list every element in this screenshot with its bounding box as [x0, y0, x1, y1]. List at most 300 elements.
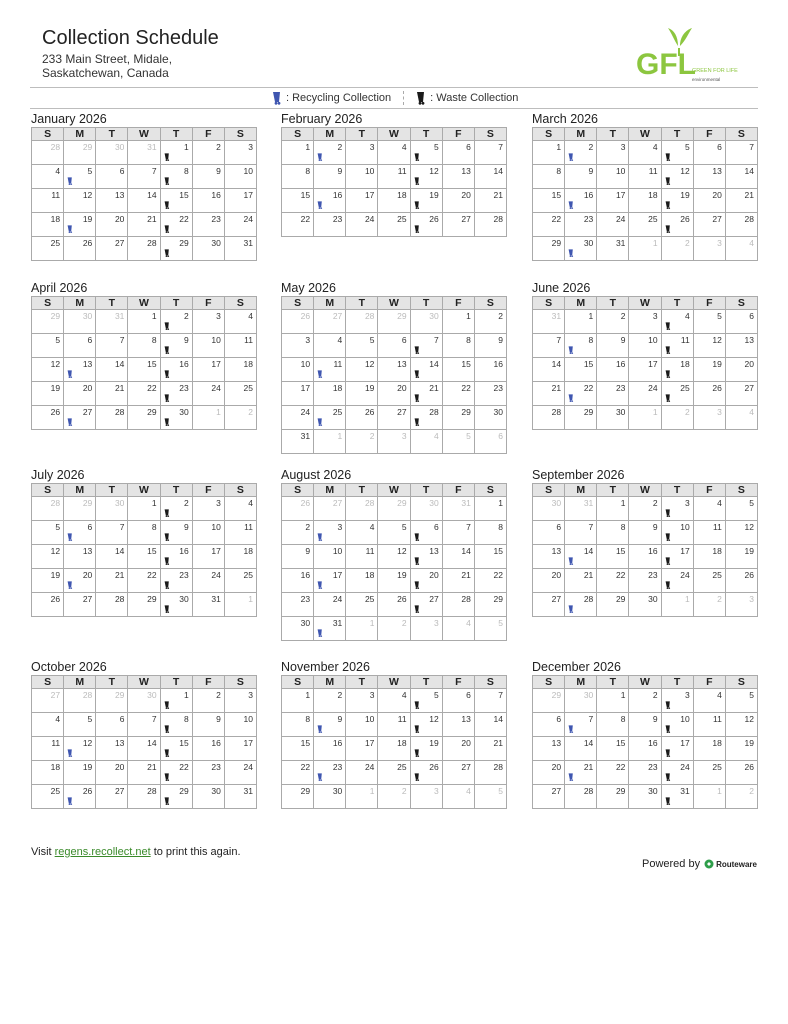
week-row [533, 545, 758, 569]
day-cell [64, 785, 96, 809]
day-cell [224, 141, 256, 165]
week-row [282, 430, 507, 454]
day-cell [725, 237, 757, 261]
day-cell [346, 761, 378, 785]
day-cell [160, 713, 192, 737]
weekday-header: M [314, 128, 346, 141]
weekday-header: F [693, 128, 725, 141]
day-number: 23 [332, 762, 343, 772]
day-cell [314, 569, 346, 593]
month-title: October 2026 [31, 660, 107, 674]
day-number: 2 [652, 498, 658, 508]
day-cell [32, 189, 64, 213]
day-cell [629, 310, 661, 334]
day-number: 13 [461, 166, 471, 176]
day-cell [96, 334, 128, 358]
day-cell [565, 593, 597, 617]
day-cell [128, 141, 160, 165]
day-number: 23 [493, 383, 503, 393]
day-cell [192, 382, 224, 406]
day-number: 7 [498, 690, 503, 700]
day-cell [282, 310, 314, 334]
day-cell [629, 334, 661, 358]
day-cell [96, 569, 128, 593]
month-table [281, 675, 507, 809]
day-cell [597, 237, 629, 261]
day-cell [597, 382, 629, 406]
day-cell [442, 141, 474, 165]
waste-bin-icon [164, 723, 170, 735]
day-number: 4 [401, 690, 407, 700]
weekday-header: T [597, 297, 629, 310]
day-cell [533, 334, 565, 358]
day-number: 1 [305, 690, 311, 700]
day-cell [410, 497, 442, 521]
day-cell [160, 785, 192, 809]
waste-bin-icon [665, 199, 671, 211]
day-cell [378, 382, 410, 406]
day-number: 25 [397, 762, 407, 772]
day-cell [96, 545, 128, 569]
day-cell [64, 406, 96, 430]
day-cell [725, 406, 757, 430]
day-number: 28 [551, 407, 562, 417]
weekday-header: S [533, 484, 565, 497]
day-number: 16 [332, 738, 343, 748]
day-number: 23 [583, 214, 594, 224]
weekday-header-row [32, 484, 257, 497]
day-cell [693, 237, 725, 261]
day-number: 6 [119, 714, 125, 724]
day-cell [314, 189, 346, 213]
day-cell [128, 521, 160, 545]
day-cell [282, 358, 314, 382]
day-number: 12 [50, 546, 61, 556]
weekday-header: W [629, 128, 661, 141]
day-number: 3 [337, 522, 343, 532]
day-number: 9 [652, 714, 658, 724]
day-number: 21 [114, 570, 125, 580]
weekday-header: S [282, 128, 314, 141]
day-cell [597, 406, 629, 430]
day-cell [693, 689, 725, 713]
day-cell [629, 141, 661, 165]
weekday-header: W [629, 676, 661, 689]
day-cell [442, 569, 474, 593]
day-cell [693, 406, 725, 430]
day-cell [64, 545, 96, 569]
day-cell [346, 521, 378, 545]
day-number: 2 [498, 311, 503, 321]
day-cell [442, 406, 474, 430]
day-cell [346, 545, 378, 569]
week-row [32, 334, 257, 358]
day-number: 25 [712, 762, 722, 772]
day-cell [64, 358, 96, 382]
weekday-header: T [160, 484, 192, 497]
day-cell [661, 761, 693, 785]
day-cell [32, 545, 64, 569]
waste-bin-icon [164, 507, 170, 519]
day-cell [282, 737, 314, 761]
day-cell [128, 237, 160, 261]
day-cell [96, 165, 128, 189]
day-cell [96, 713, 128, 737]
day-number: 30 [82, 311, 93, 321]
day-number: 9 [498, 335, 503, 345]
day-cell [192, 545, 224, 569]
day-cell [282, 593, 314, 617]
day-number: 10 [300, 359, 311, 369]
day-cell [597, 334, 629, 358]
day-cell [661, 785, 693, 809]
weekday-header: T [661, 676, 693, 689]
day-number: 11 [51, 738, 61, 748]
day-number: 27 [114, 238, 125, 248]
day-cell [32, 737, 64, 761]
day-cell [442, 189, 474, 213]
day-number: 27 [551, 594, 562, 604]
day-cell [378, 497, 410, 521]
waste-bin-icon [665, 699, 671, 711]
day-cell [565, 497, 597, 521]
day-cell [64, 334, 96, 358]
day-number: 21 [744, 190, 754, 200]
day-number: 22 [179, 762, 189, 772]
weekday-header-row [32, 128, 257, 141]
day-cell [597, 497, 629, 521]
waste-bin-icon [164, 344, 170, 356]
day-number: 10 [332, 546, 343, 556]
day-number: 7 [749, 142, 754, 152]
visit-prefix: Visit [31, 846, 55, 858]
footer-visit [31, 846, 241, 858]
day-number: 20 [114, 762, 125, 772]
day-number: 27 [551, 786, 562, 796]
day-cell [314, 593, 346, 617]
day-number: 26 [50, 407, 61, 417]
day-cell [565, 358, 597, 382]
day-cell [533, 406, 565, 430]
day-number: 30 [300, 618, 311, 628]
day-cell [442, 213, 474, 237]
waste-bin-icon [414, 723, 420, 735]
recycling-bin-icon [67, 223, 73, 235]
day-number: 6 [717, 142, 722, 152]
day-number: 11 [680, 335, 690, 345]
day-cell [693, 310, 725, 334]
week-row [32, 141, 257, 165]
month-title: July 2026 [31, 468, 85, 482]
day-number: 1 [183, 142, 189, 152]
day-number: 27 [332, 311, 343, 321]
day-number: 1 [183, 690, 189, 700]
weekday-header: S [282, 297, 314, 310]
day-number: 22 [300, 214, 311, 224]
day-number: 13 [551, 738, 562, 748]
day-cell [629, 737, 661, 761]
day-cell [378, 785, 410, 809]
weekday-header: S [474, 484, 506, 497]
waste-bin-icon [164, 579, 170, 591]
day-cell [693, 141, 725, 165]
day-cell [410, 785, 442, 809]
day-cell [597, 213, 629, 237]
recycling-bin-icon [568, 603, 574, 615]
day-number: 10 [243, 714, 253, 724]
day-number: 15 [147, 546, 157, 556]
day-cell [224, 497, 256, 521]
week-row [533, 382, 758, 406]
weekday-header: S [474, 128, 506, 141]
day-number: 31 [300, 431, 311, 441]
day-cell [160, 310, 192, 334]
day-number: 9 [588, 166, 594, 176]
day-cell [32, 310, 64, 334]
day-number: 1 [620, 690, 626, 700]
week-row [282, 165, 507, 189]
day-cell [378, 165, 410, 189]
weekday-header: T [597, 676, 629, 689]
day-cell [282, 497, 314, 521]
day-cell [128, 334, 160, 358]
day-number: 1 [652, 238, 658, 248]
day-number: 11 [365, 546, 375, 556]
day-number: 12 [429, 714, 439, 724]
day-cell [693, 737, 725, 761]
weekday-header: T [346, 128, 378, 141]
day-cell [32, 593, 64, 617]
day-cell [378, 737, 410, 761]
day-number: 18 [397, 738, 407, 748]
day-cell [474, 569, 506, 593]
day-cell [597, 141, 629, 165]
day-cell [474, 189, 506, 213]
day-cell [314, 785, 346, 809]
day-number: 15 [551, 190, 562, 200]
day-cell [661, 141, 693, 165]
day-number: 29 [179, 786, 189, 796]
day-cell [32, 521, 64, 545]
day-cell [629, 382, 661, 406]
week-row [282, 521, 507, 545]
week-row [282, 713, 507, 737]
day-number: 1 [337, 431, 343, 441]
weekday-header: T [410, 128, 442, 141]
day-cell [224, 406, 256, 430]
legend-bar [30, 87, 758, 109]
day-cell [160, 406, 192, 430]
day-number: 2 [684, 238, 690, 248]
weekday-header: F [192, 676, 224, 689]
waste-bin-icon [665, 320, 671, 332]
day-number: 18 [712, 546, 722, 556]
day-number: 21 [147, 214, 157, 224]
day-cell [410, 382, 442, 406]
day-number: 1 [556, 142, 562, 152]
day-number: 3 [717, 238, 722, 248]
day-cell [96, 382, 128, 406]
day-cell [282, 334, 314, 358]
weekday-header: W [128, 484, 160, 497]
day-number: 1 [305, 142, 311, 152]
day-cell [224, 593, 256, 617]
day-cell [725, 382, 757, 406]
day-number: 17 [680, 738, 690, 748]
day-cell [661, 569, 693, 593]
day-cell [565, 141, 597, 165]
weekday-header: F [693, 484, 725, 497]
recycling-bin-icon [568, 344, 574, 356]
weekday-header-row [282, 676, 507, 689]
day-cell [314, 521, 346, 545]
waste-bin-icon [164, 320, 170, 332]
day-cell [224, 334, 256, 358]
day-number: 24 [680, 762, 690, 772]
day-number: 1 [498, 498, 503, 508]
day-number: 18 [50, 214, 61, 224]
day-cell [128, 189, 160, 213]
day-cell [629, 569, 661, 593]
day-cell [192, 141, 224, 165]
day-number: 15 [461, 359, 471, 369]
day-number: 24 [615, 214, 626, 224]
day-number: 24 [243, 214, 253, 224]
day-number: 11 [713, 714, 722, 724]
waste-bin-icon [164, 771, 170, 783]
day-number: 16 [179, 359, 189, 369]
weekday-header: S [725, 297, 757, 310]
page-title: Collection Schedule [42, 27, 219, 49]
day-cell [565, 785, 597, 809]
day-cell [597, 165, 629, 189]
day-cell [160, 358, 192, 382]
day-cell [346, 497, 378, 521]
recycling-bin-icon [568, 771, 574, 783]
day-cell [533, 237, 565, 261]
day-number: 22 [179, 214, 189, 224]
waste-bin-icon [414, 344, 420, 356]
day-number: 17 [615, 190, 626, 200]
day-cell [32, 213, 64, 237]
day-number: 23 [211, 762, 221, 772]
day-number: 23 [179, 383, 189, 393]
day-number: 12 [397, 546, 407, 556]
day-cell [533, 189, 565, 213]
week-row [282, 569, 507, 593]
address-line-1: 233 Main Street, Midale, [42, 52, 173, 66]
weekday-header: F [192, 297, 224, 310]
day-number: 29 [551, 690, 562, 700]
day-cell [597, 310, 629, 334]
waste-bin-icon [164, 699, 170, 711]
weekday-header: T [346, 297, 378, 310]
day-cell [314, 165, 346, 189]
day-cell [128, 382, 160, 406]
day-cell [346, 785, 378, 809]
day-number: 6 [466, 690, 471, 700]
week-row [533, 761, 758, 785]
day-number: 1 [717, 786, 722, 796]
day-cell [314, 713, 346, 737]
day-cell [224, 165, 256, 189]
weekday-header: S [224, 484, 256, 497]
day-cell [533, 310, 565, 334]
day-cell [442, 713, 474, 737]
day-cell [32, 382, 64, 406]
day-cell [378, 713, 410, 737]
day-cell [160, 761, 192, 785]
weekday-header-row [282, 297, 507, 310]
day-cell [128, 497, 160, 521]
day-cell [725, 358, 757, 382]
recollect-link[interactable]: regens.recollect.net [54, 846, 151, 858]
day-number: 11 [648, 166, 658, 176]
day-number: 24 [648, 383, 658, 393]
day-number: 26 [364, 407, 375, 417]
day-number: 30 [147, 690, 157, 700]
weekday-header: S [32, 676, 64, 689]
day-cell [32, 406, 64, 430]
day-number: 1 [216, 407, 221, 417]
day-number: 22 [300, 762, 311, 772]
day-number: 10 [680, 522, 690, 532]
day-number: 19 [397, 570, 407, 580]
day-cell [160, 165, 192, 189]
day-number: 20 [82, 383, 93, 393]
day-cell [128, 737, 160, 761]
day-number: 29 [615, 594, 626, 604]
day-number: 27 [114, 786, 125, 796]
day-number: 30 [648, 786, 658, 796]
day-number: 15 [615, 546, 626, 556]
day-number: 15 [179, 738, 189, 748]
day-cell [629, 237, 661, 261]
day-number: 11 [244, 335, 253, 345]
weekday-header: F [192, 484, 224, 497]
routeware-icon [704, 859, 714, 869]
day-number: 13 [82, 359, 93, 369]
logo-mark: GFL [636, 48, 696, 81]
day-number: 3 [216, 498, 221, 508]
day-cell [192, 334, 224, 358]
day-number: 12 [744, 522, 754, 532]
day-number: 2 [652, 690, 658, 700]
day-number: 28 [147, 238, 157, 248]
day-cell [346, 593, 378, 617]
day-number: 5 [466, 431, 471, 441]
weekday-header: T [96, 676, 128, 689]
day-number: 5 [684, 142, 690, 152]
waste-bin-icon [414, 747, 420, 759]
weekday-header: F [192, 128, 224, 141]
waste-bin-icon [414, 416, 420, 428]
day-cell [378, 406, 410, 430]
day-cell [693, 593, 725, 617]
day-number: 2 [183, 311, 189, 321]
day-cell [725, 497, 757, 521]
day-cell [96, 310, 128, 334]
week-row [282, 334, 507, 358]
address-line-2: Saskatchewan, Canada [42, 66, 169, 80]
day-cell [64, 382, 96, 406]
day-cell [442, 545, 474, 569]
day-number: 30 [332, 786, 343, 796]
day-cell [282, 569, 314, 593]
recycling-bin-icon [272, 91, 282, 105]
month-title: April 2026 [31, 281, 88, 295]
day-cell [565, 406, 597, 430]
